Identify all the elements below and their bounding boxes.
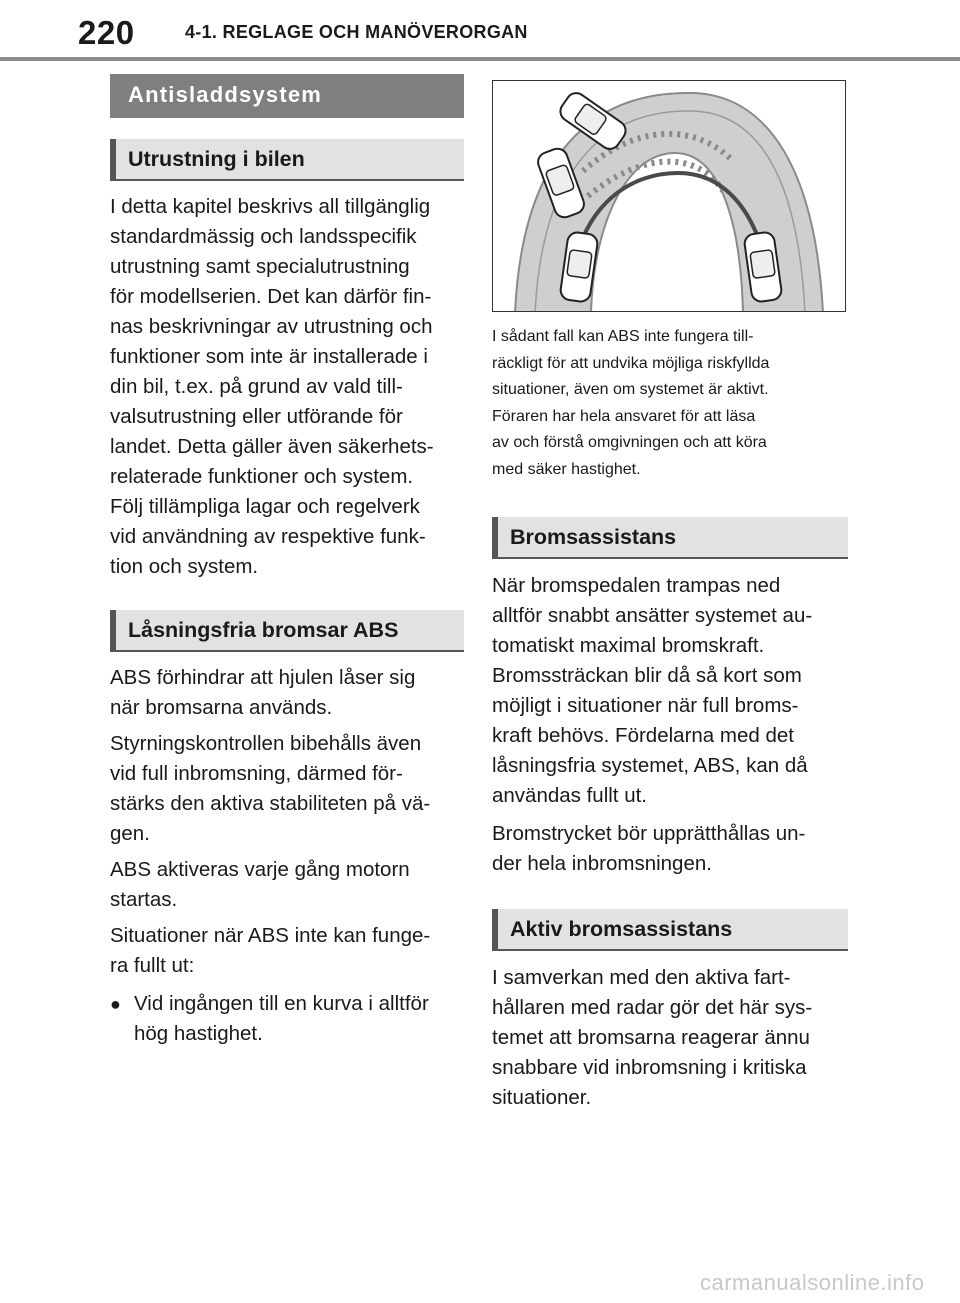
chapter-title: 4-1. REGLAGE OCH MANÖVERORGAN bbox=[185, 22, 528, 42]
abs-paragraph-3: ABS aktiveras varje gång motorn startas. bbox=[110, 858, 410, 911]
intro-paragraph: I detta kapitel beskrivs all tillgänglig standardmässig och landsspecifik utrustning samt specialutrustning för modellserien. Det kan därför fin- nas beskrivningar av utrustning och funktioner som inte är installerade i din bil, t.ex. på grund av vald till- valsutrustning eller utförande för landet. Detta gäller även säkerhets- relaterade funktioner och system. Följ tillämpliga lagar och regelverk vid användning av respektive funk- tion och system. bbox=[110, 195, 434, 578]
header-rule bbox=[0, 57, 960, 61]
section-heading-antisladdsystem: Antisladdsystem bbox=[110, 74, 464, 118]
bullet-dot-icon: ● bbox=[110, 994, 121, 1014]
figure-caption: I sådant fall kan ABS inte fungera till- räckligt för att undvika möjliga riskfyllda situationer, även om systemet är aktivt. Föraren har hela ansvaret för att läsa av och förstå omgivningen och att köra med säker hastighet. bbox=[492, 328, 770, 478]
abs-paragraph-2: Styrningskontrollen bibehålls även vid full inbromsning, därmed för- stärks den aktiva stabiliteten på vä- gen. bbox=[110, 732, 431, 845]
brake-paragraph-2: Bromstrycket bör upprätthållas un- der hela inbromsningen. bbox=[492, 822, 806, 875]
page-number: 220 bbox=[78, 14, 135, 51]
footer-watermark: carmanualsonline.info bbox=[700, 1270, 925, 1295]
subheading-utrustning: Utrustning i bilen bbox=[110, 139, 464, 181]
abs-paragraph-4: Situationer när ABS inte kan funge- ra fullt ut: bbox=[110, 924, 431, 977]
right-column bbox=[492, 80, 848, 1113]
bullet-item bbox=[110, 989, 464, 1049]
left-column bbox=[110, 74, 464, 1049]
curve-skid-illustration bbox=[492, 80, 846, 312]
subheading-bromsassistans: Bromsassistans bbox=[492, 517, 848, 559]
brake-paragraph-1: När bromspedalen trampas ned alltför snabbt ansätter systemet au- tomatiskt maximal bromskraft. Bromssträckan blir då så kort som möjligt i situationer när full broms- kraft behövs. Fördelarna med det låsningsfria systemet, ABS, kan då användas fullt ut. bbox=[492, 574, 813, 807]
page-header bbox=[0, 0, 960, 62]
subheading-abs: Låsningsfria bromsar ABS bbox=[110, 610, 464, 652]
bullet-text: Vid ingången till en kurva i alltför hög hastighet. bbox=[134, 992, 429, 1045]
abs-paragraph-1: ABS förhindrar att hjulen låser sig när bromsarna används. bbox=[110, 666, 416, 719]
active-brake-paragraph: I samverkan med den aktiva fart- hållaren med radar gör det här sys- temet att bromsarna reagerar ännu snabbare vid inbromsning i kritiska situationer. bbox=[492, 966, 813, 1109]
curve-illustration-svg bbox=[493, 81, 846, 312]
subheading-aktiv-bromsassistans: Aktiv bromsassistans bbox=[492, 909, 848, 951]
